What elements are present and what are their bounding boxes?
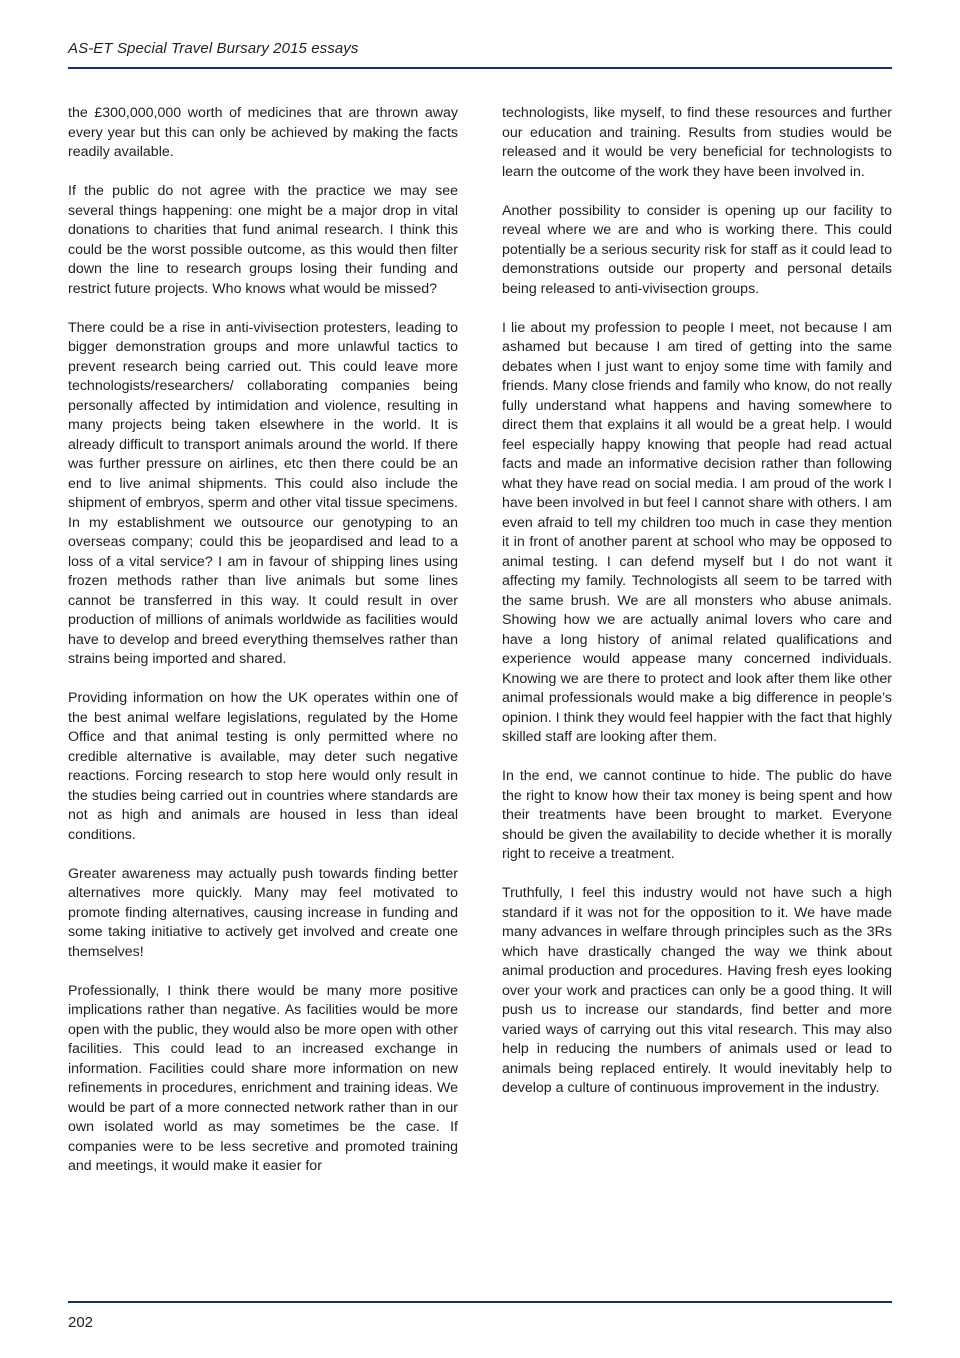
footer-rule — [68, 1301, 892, 1303]
paragraph: There could be a rise in anti-vivisection protesters, leading to bigger demonstration groups and more unlawful tactics to prevent research being carried out. This could leave more technologists/researchers/ collaborating companies being personally affected by intimidation and violence, resulting in many projects being taken elsewhere in the world. It is already difficult to transport animals around the world. If there was further pressure on airlines, etc then there could be an end to live animal shipments. This could also include the shipment of embryos, sperm and other vital tissue specimens. In my establishment we outsource our genotyping to an overseas company; could this be jeopardised and lead to a loss of a vital service? I am in favour of shipping lines using frozen methods rather than live animals but some lines cannot be transferred in this way. It could result in over production of millions of animals worldwide as facilities would have to develop and breed everything themselves rather than strains being imported and shared. — [68, 319, 458, 667]
header-title: AS-ET Special Travel Bursary 2015 essays — [68, 40, 359, 57]
paragraph: technologists, like myself, to find these resources and further our education and training. Results from studies would be released and it would be very beneficial for technologists to learn the outcome of the work they have been involved in. — [502, 105, 892, 180]
paragraph: Greater awareness may actually push towards finding better alternatives more quickly. Many may feel motivated to promote finding alternatives, causing increase in funding and some taking initiative to actively get involved and create one themselves! — [68, 865, 458, 960]
header-rule — [68, 67, 892, 69]
paragraph: Providing information on how the UK operates within one of the best animal welfare legislations, regulated by the Home Office and that animal testing is only permitted where no credible alternative is available, may deter such negative reactions. Forcing research to stop here would only result in the studies being carried out in countries where standards are not as high and animals are housed in less than ideal conditions. — [68, 690, 458, 843]
paragraph: Another possibility to consider is opening up our facility to reveal where we are and who is working there. This could potentially be a serious security risk for staff as it could lead to demonstrations outside our property and personal details being released to anti-vivisection groups. — [502, 202, 892, 297]
paragraph: Truthfully, I feel this industry would not have such a high standard if it was not for the opposition to it. We have made many advances in welfare through principles such as the 3Rs which have drastically changed the way we think about animal production and procedures. Having fresh eyes looking over your work and practices can only be a good thing. It will push us to increase our standards, find better and more varied ways of carrying out this vital research. This may also help in reducing the numbers of animals used or lead to animals being replaced entirely. It would inevitably help to develop a culture of continuous improvement in the industry. — [502, 885, 892, 1096]
left-column — [68, 104, 458, 1177]
paragraph: I lie about my profession to people I meet, not because I am ashamed but because I am tired of getting into the same debates when I just want to enjoy some time with family and friends. Many close friends and family who know, do not really fully understand what happens and having somewhere to direct them that explains it all would be a great help. I would feel especially happy knowing that people had read actual facts and made an informative decision rather than following what they have read on social media. I am proud of the work I have been involved in but feel I cannot share with others. I am even afraid to tell my children too much in case they mention it in front of another parent at school who may be opposed to animal testing. I can defend myself but I do not want it affecting my family. Technologists all seem to be tarred with the same brush. We are all monsters who abuse animals. Showing how we are actually animal lovers who care and have a long history of animal related qualifications and experience would appease many concerned individuals. Knowing we are there to protect and look after them like other animal professionals would make a big difference in people’s opinion. I think they would feel happier with the fact that highly skilled staff are looking after them. — [502, 319, 892, 745]
paragraph: If the public do not agree with the practice we may see several things happening: one might be a major drop in vital donations to charities that fund animal research. I think this could be the worst possible outcome, as this would then filter down the line to research groups losing their funding and restrict future projects. Who knows what would be missed? — [68, 183, 458, 297]
page-header — [68, 40, 892, 57]
paragraph: the £300,000,000 worth of medicines that are thrown away every year but this can only be achieved by making the facts readily available. — [68, 105, 458, 160]
page-number: 202 — [68, 1314, 94, 1331]
right-column — [502, 104, 892, 1099]
paragraph: Professionally, I think there would be many more positive implications rather than negative. As facilities would be more open with the public, they would also be more open with other facilities. This could lead to an increased exchange in information. Facilities could share more information on new refinements in procedures, enrichment and training ideas. We would be part of a more connected network rather than in our own isolated world as may sometimes be the case. If companies were to be less secretive and promoted training and meetings, it would make it easier for — [68, 982, 458, 1174]
paragraph: In the end, we cannot continue to hide. The public do have the right to know how their tax money is being spent and how their treatments have been brought to market. Everyone should be given the availability to decide whether it is morally right to receive a treatment. — [502, 768, 892, 862]
